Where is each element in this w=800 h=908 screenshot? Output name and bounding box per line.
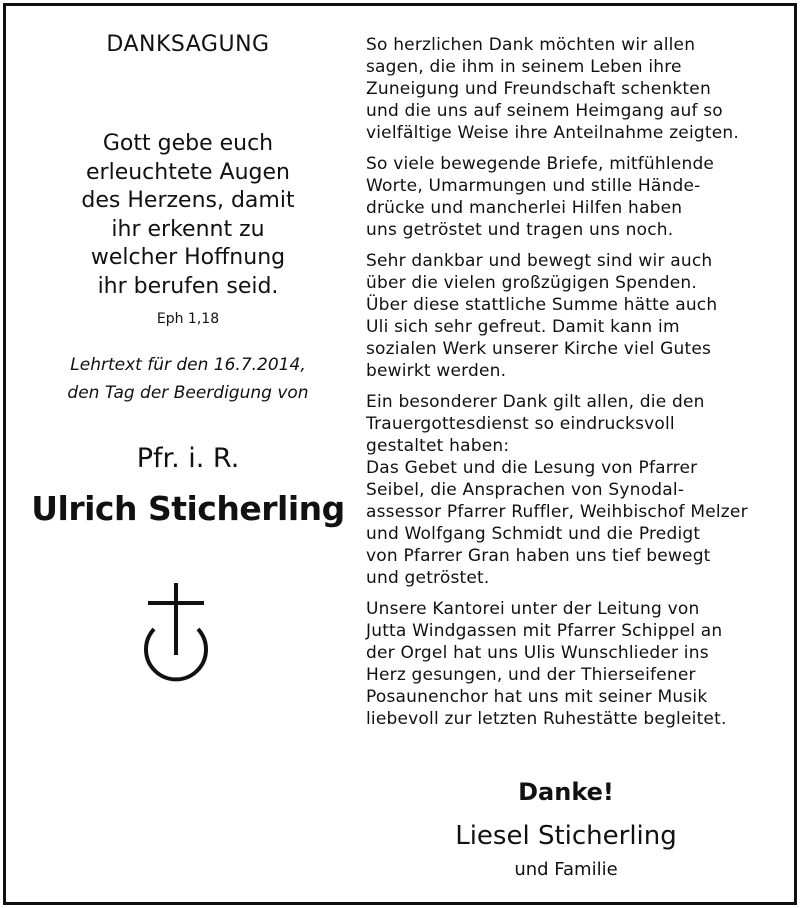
verse-line: ihr erkennt zu (111, 216, 265, 242)
text-line: assessor Pfarrer Ruffler, Weihbischof Melzer (366, 502, 748, 522)
text-line: Seibel, die Ansprachen von Synodal- (366, 480, 685, 500)
text-line: liebevoll zur letzten Ruhestätte begleitet. (366, 709, 727, 729)
verse-line: erleuchtete Augen (86, 159, 290, 185)
paragraph-thanks (366, 34, 786, 144)
text-line: Über diese stattliche Summe hätte auch (366, 295, 718, 315)
text-line: uns getröstet und tragen uns noch. (366, 220, 674, 240)
deceased-name: Ulrich Sticherling (31, 489, 345, 528)
text-line: Unsere Kantorei unter der Leitung von (366, 599, 700, 619)
text-line: Worte, Umarmungen und stille Hände- (366, 176, 701, 196)
lehrtext (18, 351, 358, 407)
text-line: Posaunenchor hat uns mit seiner Musik (366, 687, 708, 707)
signer-name: Liesel Sticherling (455, 821, 677, 851)
text-line: vielfältige Weise ihre Anteilnahme zeigten. (366, 123, 739, 143)
text-line: Ein besonderer Dank gilt allen, die den (366, 392, 705, 412)
paragraph-service (366, 391, 786, 589)
text-line: Zuneigung und Freundschaft schenkten (366, 79, 711, 99)
right-column (366, 34, 786, 739)
text-line: sozialen Werk unserer Kirche viel Gutes (366, 339, 712, 359)
cross-circle-icon (134, 583, 218, 687)
verse-line: Gott gebe euch (102, 131, 274, 156)
text-line: und getröstet. (366, 568, 490, 588)
heading: DANKSAGUNG (106, 32, 270, 57)
paragraph-music (366, 598, 786, 730)
paragraph-donations (366, 250, 786, 382)
text-line: gestaltet haben: (366, 436, 510, 456)
text-line: der Orgel hat uns Ulis Wunschlieder ins (366, 643, 709, 663)
text-line: sagen, die ihm in seinem Leben ihre (366, 57, 682, 77)
text-line: drücke und mancherlei Hilfen haben (366, 198, 683, 218)
text-line: Uli sich sehr gefreut. Damit kann im (366, 317, 680, 337)
text-line: von Pfarrer Gran haben uns tief bewegt (366, 546, 711, 566)
text-line: So viele bewegende Briefe, mitfühlende (366, 154, 715, 174)
text-line: So herzlichen Dank möchten wir allen (366, 35, 696, 55)
danke-heading: Danke! (518, 778, 614, 806)
left-column (18, 28, 358, 535)
text-line: Das Gebet und die Lesung von Pfarrer (366, 458, 698, 478)
verse-reference: Eph 1,18 (156, 311, 220, 327)
text-line: und die uns auf seinem Heimgang auf so (366, 101, 723, 121)
verse-line: des Herzens, damit (81, 188, 295, 213)
text-line: Sehr dankbar und bewegt sind wir auch (366, 251, 713, 271)
verse-line: welcher Hoffnung (90, 245, 286, 270)
deceased-title: Pfr. i. R. (136, 443, 240, 474)
text-line: Trauergottesdienst so eindrucksvoll (366, 414, 675, 434)
text-line: über die vielen großzügigen Spenden. (366, 273, 697, 293)
paragraph-letters (366, 153, 786, 241)
verse-line: ihr berufen seid. (97, 273, 279, 299)
text-line: Jutta Windgassen mit Pfarrer Schippel an (366, 621, 723, 641)
lehrtext-line: den Tag der Beerdigung von (67, 383, 309, 403)
text-line: bewirkt werden. (366, 361, 507, 381)
lehrtext-line: Lehrtext für den 16.7.2014, (70, 355, 306, 375)
text-line: Herz gesungen, und der Thierseifener (366, 665, 696, 685)
text-line: und Wolfgang Schmidt und die Predigt (366, 524, 701, 544)
bible-verse (18, 130, 358, 301)
signer-family: und Familie (514, 859, 618, 880)
